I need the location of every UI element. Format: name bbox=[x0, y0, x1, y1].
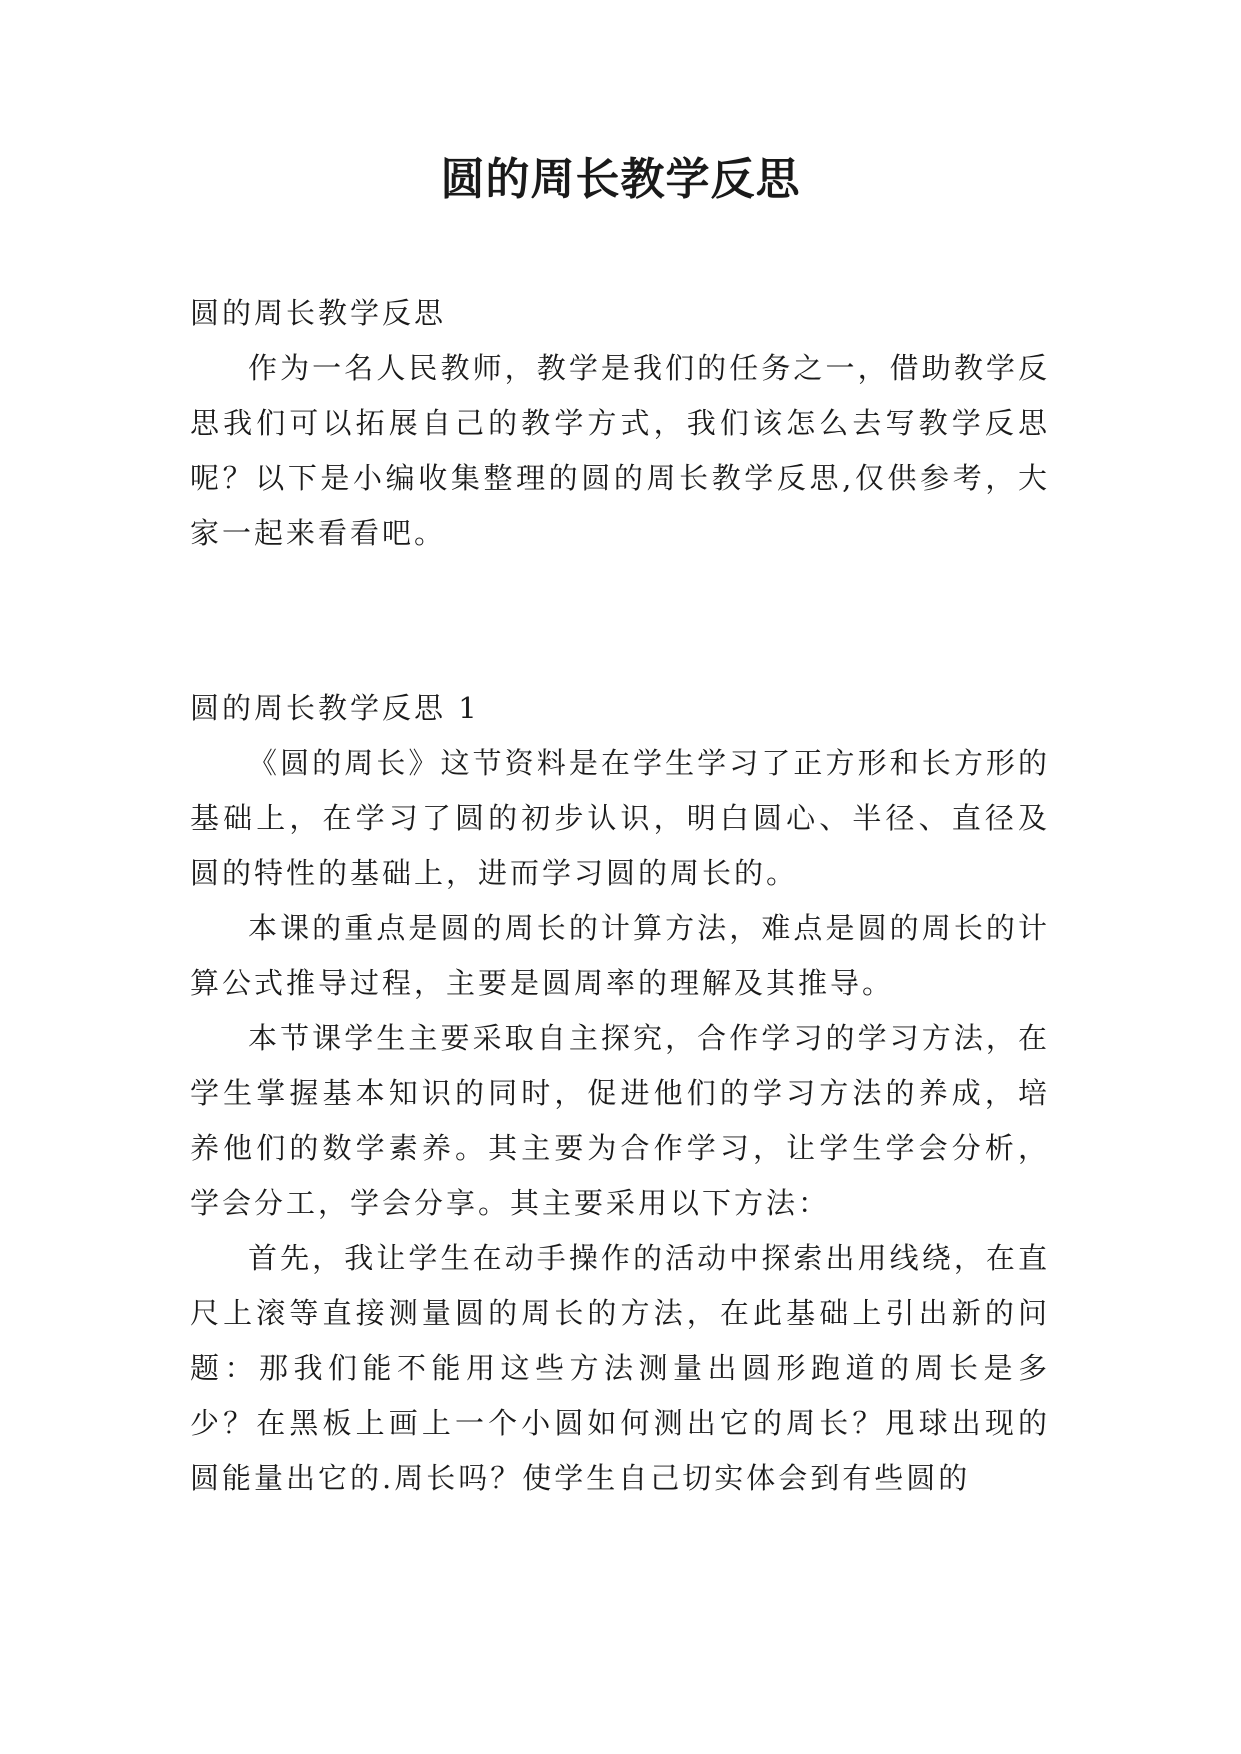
section-heading: 圆的周长教学反思 1 bbox=[190, 691, 480, 725]
section-paragraph: 《圆的周长》这节资料是在学生学习了正方形和长方形的基础上，在学习了圆的初步认识，明白圆心、半径、直径及圆的特性的基础上，进而学习圆的周长的。 bbox=[190, 746, 1050, 890]
section-paragraph: 首先，我让学生在动手操作的活动中探索出用线绕，在直尺上滚等直接测量圆的周长的方法，在此基础上引出新的问题：那我们能不能用这些方法测量出圆形跑道的周长是多少？在黑板上画上一个小圆如何测出它的周长？甩球出现的圆能量出它的.周长吗？使学生自己切实体会到有些圆的 bbox=[190, 1241, 1050, 1495]
section-paragraph: 本课的重点是圆的周长的计算方法，难点是圆的周长的计算公式推导过程，主要是圆周率的理解及其推导。 bbox=[190, 911, 1050, 1000]
section-spacer bbox=[190, 561, 1050, 681]
document-body bbox=[190, 286, 1050, 1506]
section-paragraph: 本节课学生主要采取自主探究，合作学习的学习方法，在学生掌握基本知识的同时，促进他们的学习方法的养成，培养他们的数学素养。其主要为合作学习，让学生学会分析，学会分工，学会分享。其主要采用以下方法： bbox=[190, 1021, 1050, 1220]
intro-heading: 圆的周长教学反思 bbox=[190, 296, 447, 330]
intro-paragraph: 作为一名人民教师，教学是我们的任务之一，借助教学反思我们可以拓展自己的教学方式，我们该怎么去写教学反思呢？以下是小编收集整理的圆的周长教学反思,仅供参考，大家一起来看看吧。 bbox=[190, 351, 1050, 550]
document-title: 圆的周长教学反思 bbox=[440, 154, 801, 205]
